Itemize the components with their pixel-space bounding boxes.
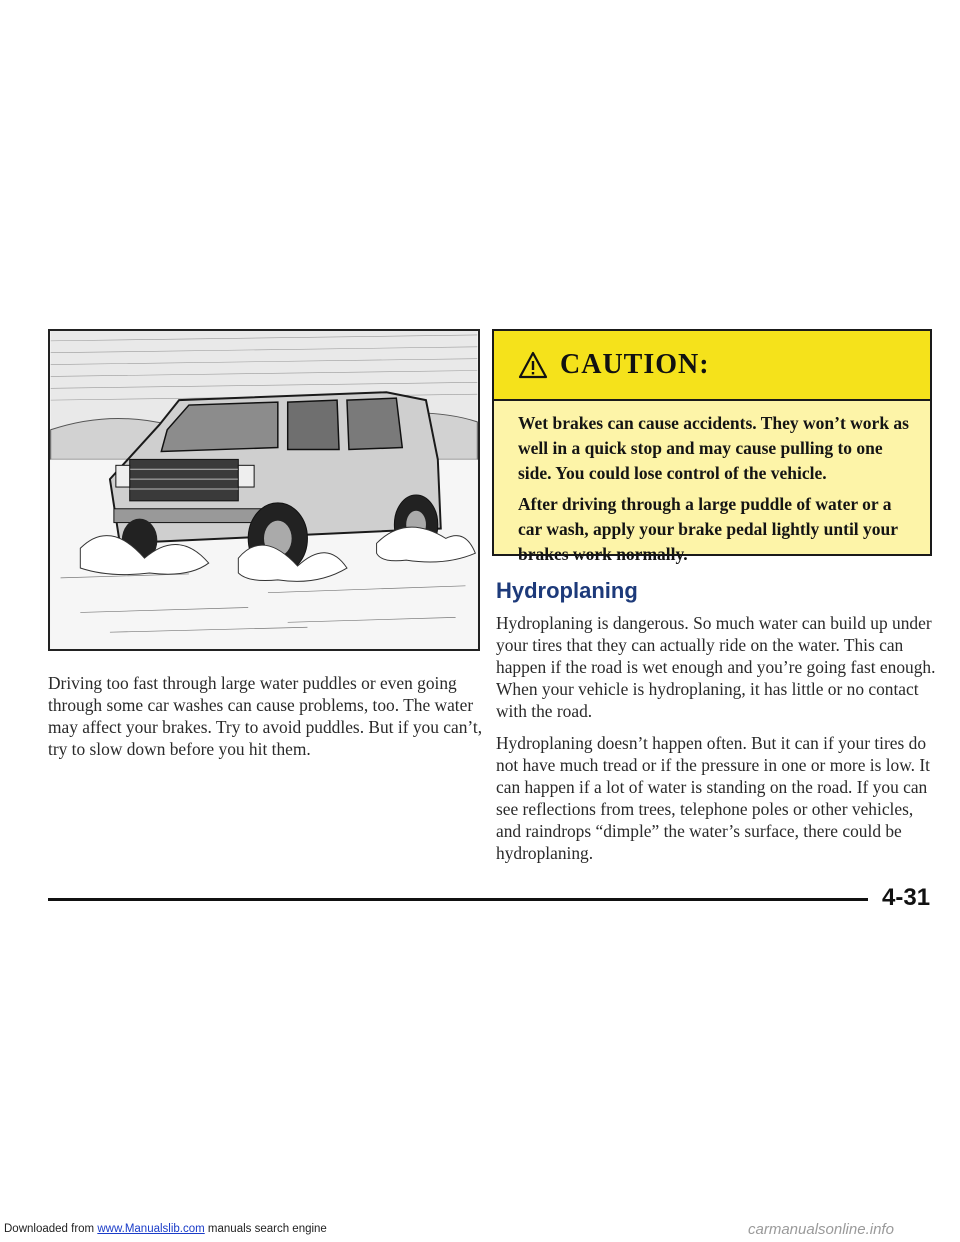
caution-paragraph: After driving through a large puddle of water or a car wash, apply your brake pedal lightly until your brakes work normally. xyxy=(518,494,898,564)
left-paragraph: Driving too fast through large water puddles or even going through some car washes can cause problems, too. The water may affect your brakes. Try to avoid puddles. But if you can’t, try to slow down before you hit them. xyxy=(48,673,483,759)
section-heading: Hydroplaning xyxy=(496,578,638,603)
download-prefix: Downloaded from xyxy=(4,1223,95,1235)
footer-rule xyxy=(48,898,868,901)
watermark: carmanualsonline.info xyxy=(748,1221,894,1238)
caution-box xyxy=(492,329,932,564)
page-number: 4-31 xyxy=(882,884,931,911)
suv-water-illustration xyxy=(48,329,480,651)
manualslib-link[interactable]: www.Manualslib.com xyxy=(97,1223,205,1235)
section-paragraph: Hydroplaning doesn’t happen often. But it can if your tires do not have much tread or if the pressure in one or more is low. It can happen if a lot of water is standing on the road. If you can see reflections from trees, telephone poles or other vehicles, and raindrops “dimple” the water’s surface, there could be hydroplaning. xyxy=(496,733,930,863)
caution-title: CAUTION: xyxy=(560,349,710,380)
caution-paragraph: Wet brakes can cause accidents. They won’t work as well in a quick stop and may cause pulling to one side. You could lose control of the vehicle. xyxy=(518,413,909,483)
caution-body xyxy=(518,411,918,573)
hydroplaning-text xyxy=(496,612,936,874)
download-suffix: manuals search engine xyxy=(207,1223,327,1235)
puddle-warning-text xyxy=(48,672,488,760)
warning-triangle-icon xyxy=(518,351,548,379)
download-notice xyxy=(4,1223,327,1235)
caution-header xyxy=(494,331,930,401)
section-paragraph: Hydroplaning is dangerous. So much water can build up under your tires that they can actually ride on the water. This can happen if the road is wet enough and you’re going fast enough. When your vehicle is hydroplaning, it has little or no contact with the road. xyxy=(496,613,936,721)
